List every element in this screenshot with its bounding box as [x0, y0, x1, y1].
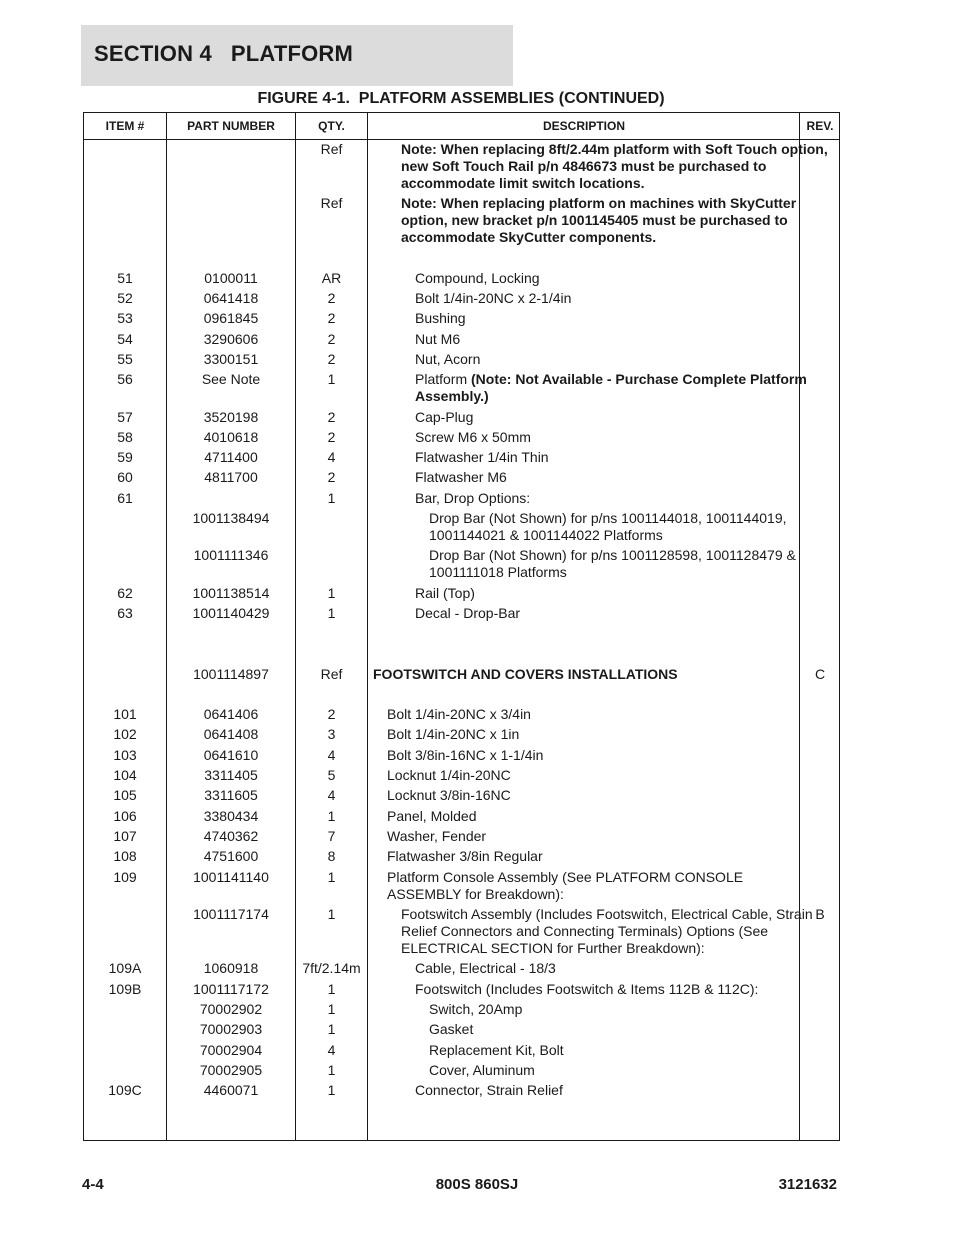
item-number: 104	[113, 767, 137, 783]
description-text: Connector, Strain Relief	[415, 1082, 563, 1098]
quantity: 4	[327, 1042, 336, 1058]
quantity: 2	[327, 310, 336, 326]
quantity: AR	[321, 270, 342, 286]
description-text: Flatwasher 1/4in Thin	[415, 449, 549, 465]
description	[368, 490, 847, 507]
item-number: 57	[117, 409, 133, 425]
item-number: 109A	[108, 960, 142, 976]
quantity: 2	[327, 409, 336, 425]
description	[368, 449, 847, 466]
description	[368, 747, 819, 764]
quantity: 4	[327, 747, 336, 763]
parts-table	[83, 112, 840, 1141]
revision: C	[814, 666, 826, 682]
quantity: 4	[327, 787, 336, 803]
part-number: 4010618	[203, 429, 259, 445]
description	[368, 331, 847, 348]
description	[368, 1001, 861, 1018]
part-number: 3380434	[203, 808, 259, 824]
quantity: 2	[327, 469, 336, 485]
quantity: 1	[327, 906, 336, 922]
quantity: 2	[327, 351, 336, 367]
part-number: See Note	[201, 371, 261, 387]
quantity: Ref	[320, 666, 343, 682]
description-text: Note: When replacing platform on machines with SkyCutter option, new bracket p/n 1001145405 must be purchased to accommodate SkyCutter components.	[401, 195, 797, 245]
description	[368, 547, 861, 581]
description	[368, 371, 847, 405]
description	[368, 290, 847, 307]
description	[368, 469, 847, 486]
part-number: 0641408	[203, 726, 259, 742]
quantity: 1	[327, 371, 336, 387]
quantity: 1	[327, 1021, 336, 1037]
description	[368, 767, 819, 784]
item-number: 56	[117, 371, 133, 387]
description	[368, 195, 833, 246]
description-text: Bolt 3/8in-16NC x 1-1/4in	[387, 747, 544, 763]
quantity: Ref	[320, 195, 343, 211]
part-number: 70002902	[199, 1001, 263, 1017]
part-number: 1001114897	[193, 666, 269, 682]
description	[368, 351, 847, 368]
description	[368, 981, 847, 998]
quantity: 1	[327, 605, 336, 621]
item-number: 53	[117, 310, 133, 326]
item-number: 55	[117, 351, 133, 367]
item-number: 109C	[108, 1082, 142, 1098]
description-text: Locknut 3/8in-16NC	[387, 787, 511, 803]
item-number: 102	[113, 726, 137, 742]
item-number: 59	[117, 449, 133, 465]
description	[368, 409, 847, 426]
item-number: 101	[113, 706, 137, 722]
description	[368, 510, 861, 544]
description	[368, 310, 847, 327]
description	[368, 960, 847, 977]
description-text: Screw M6 x 50mm	[415, 429, 531, 445]
quantity: 1	[327, 585, 336, 601]
description-text: Drop Bar (Not Shown) for p/ns 1001128598, 1001128479 & 1001111018 Platforms	[429, 547, 796, 580]
description-text: Bar, Drop Options:	[415, 490, 531, 506]
description	[368, 1082, 847, 1099]
description	[368, 787, 819, 804]
part-number: 4711400	[204, 449, 258, 465]
footer-model: 800S 860SJ	[435, 1176, 519, 1193]
part-number: 0961845	[203, 310, 259, 326]
item-number: 51	[117, 270, 133, 286]
revision: B	[815, 906, 825, 922]
item-number: 61	[117, 490, 133, 506]
quantity: 2	[327, 429, 336, 445]
description	[368, 869, 819, 903]
header-part-number: PART NUMBER	[187, 119, 275, 133]
quantity: 1	[327, 1001, 336, 1017]
description-text: Bushing	[415, 310, 466, 326]
item-number: 106	[113, 808, 137, 824]
item-number: 54	[117, 331, 133, 347]
description-text: Nut M6	[415, 331, 461, 347]
item-number: 103	[113, 747, 137, 763]
part-number: 3311605	[204, 787, 258, 803]
description-text: Bolt 1/4in-20NC x 2-1/4in	[415, 290, 572, 306]
part-number: 4811700	[204, 469, 258, 485]
part-number: 1001138494	[192, 510, 270, 526]
description-text: Replacement Kit, Bolt	[429, 1042, 564, 1058]
part-number: 0641610	[203, 747, 259, 763]
description	[368, 270, 847, 287]
description-text: Washer, Fender	[387, 828, 487, 844]
part-number: 1060918	[203, 960, 259, 976]
description	[368, 605, 847, 622]
quantity: Ref	[320, 141, 343, 157]
quantity: 2	[327, 290, 336, 306]
quantity: 7	[327, 828, 336, 844]
footer-doc-number: 3121632	[778, 1176, 837, 1193]
quantity: 2	[327, 331, 336, 347]
quantity: 1	[327, 981, 336, 997]
description-text: Platform	[415, 371, 472, 387]
description-text: Rail (Top)	[415, 585, 475, 601]
description-text: Note: When replacing 8ft/2.44m platform with Soft Touch option, new Soft Touch Rail p/n 4846673 must be purchased to accommodate limit switch locations.	[401, 141, 828, 191]
header-qty: QTY.	[318, 119, 345, 133]
item-number: 60	[117, 469, 133, 485]
description	[368, 808, 819, 825]
part-number: 3300151	[203, 351, 259, 367]
quantity: 1	[327, 490, 336, 506]
header-description: DESCRIPTION	[542, 119, 625, 133]
description	[368, 1042, 861, 1059]
item-number: 105	[113, 787, 137, 803]
description	[368, 706, 819, 723]
part-number: 1001111346	[193, 547, 269, 563]
part-number: 1001117174	[193, 906, 269, 922]
description-text: Decal - Drop-Bar	[415, 605, 521, 621]
description-text: Nut, Acorn	[415, 351, 481, 367]
part-number: 70002904	[199, 1042, 263, 1058]
quantity: 1	[327, 808, 336, 824]
description	[368, 906, 833, 957]
description-text: Bolt 1/4in-20NC x 3/4in	[387, 706, 531, 722]
description-text: Flatwasher M6	[415, 469, 507, 485]
quantity: 1	[327, 1062, 336, 1078]
part-number: 0100011	[204, 270, 258, 286]
part-number: 4740362	[203, 828, 259, 844]
description	[368, 666, 805, 683]
header-divider	[84, 139, 839, 140]
description	[368, 585, 847, 602]
description-text: Footswitch Assembly (Includes Footswitch, Electrical Cable, Strain Relief Connectors and Connecting Terminals) Options (See ELECTRICAL SECTION for Further Breakdown):	[401, 906, 813, 956]
description	[368, 1021, 861, 1038]
part-number: 1001138514	[192, 585, 270, 601]
part-number: 0641406	[203, 706, 259, 722]
part-number: 0641418	[203, 290, 259, 306]
description-text: Switch, 20Amp	[429, 1001, 523, 1017]
quantity: 2	[327, 706, 336, 722]
description	[368, 848, 819, 865]
quantity: 3	[327, 726, 336, 742]
item-number: 109B	[108, 981, 142, 997]
header-rev: REV.	[806, 119, 834, 133]
figure-title: FIGURE 4-1. PLATFORM ASSEMBLIES (CONTINUED)	[257, 90, 665, 107]
description	[368, 1062, 861, 1079]
item-number: 58	[117, 429, 133, 445]
description	[368, 429, 847, 446]
part-number: 70002905	[199, 1062, 263, 1078]
quantity: 5	[327, 767, 336, 783]
part-number: 4460071	[203, 1082, 259, 1098]
part-number: 4751600	[203, 848, 259, 864]
quantity: 4	[327, 449, 336, 465]
quantity: 1	[327, 869, 336, 885]
description-text: Drop Bar (Not Shown) for p/ns 1001144018, 1001144019, 1001144021 & 1001144022 Platforms	[429, 510, 787, 543]
item-number: 108	[113, 848, 137, 864]
description-text: Footswitch (Includes Footswitch & Items 112B & 112C):	[415, 981, 759, 997]
item-number: 63	[117, 605, 133, 621]
description	[368, 726, 819, 743]
section-title: SECTION 4 PLATFORM	[94, 41, 354, 66]
description-text: Cap-Plug	[415, 409, 474, 425]
description-text: Compound, Locking	[415, 270, 540, 286]
description-text: Locknut 1/4in-20NC	[387, 767, 511, 783]
part-number: 3311405	[204, 767, 258, 783]
description-text: Panel, Molded	[387, 808, 477, 824]
item-number: 52	[117, 290, 133, 306]
part-number: 70002903	[199, 1021, 263, 1037]
item-number: 109	[113, 869, 137, 885]
description-text: FOOTSWITCH AND COVERS INSTALLATIONS	[373, 666, 678, 682]
description-text: Gasket	[429, 1021, 474, 1037]
part-number: 1001117172	[193, 981, 269, 997]
header-item: ITEM #	[105, 119, 145, 133]
quantity: 8	[327, 848, 336, 864]
description-text: Cover, Aluminum	[429, 1062, 535, 1078]
footer-page-number: 4-4	[82, 1176, 104, 1193]
description	[368, 828, 819, 845]
description-text: Cable, Electrical - 18/3	[415, 960, 556, 976]
part-number: 1001141140	[193, 869, 269, 885]
quantity: 7ft/2.14m	[302, 960, 361, 976]
part-number: 3290606	[203, 331, 259, 347]
description	[368, 141, 833, 192]
description-text: Platform Console Assembly (See PLATFORM CONSOLE ASSEMBLY for Breakdown):	[387, 869, 744, 902]
description-text: Flatwasher 3/8in Regular	[387, 848, 543, 864]
part-number: 1001140429	[192, 605, 270, 621]
item-number: 107	[113, 828, 137, 844]
description-text: Bolt 1/4in-20NC x 1in	[387, 726, 520, 742]
item-number: 62	[117, 585, 133, 601]
description-note: (Note: Not Available - Purchase Complete Platform Assembly.)	[415, 371, 807, 404]
quantity: 1	[327, 1082, 336, 1098]
part-number: 3520198	[203, 409, 259, 425]
